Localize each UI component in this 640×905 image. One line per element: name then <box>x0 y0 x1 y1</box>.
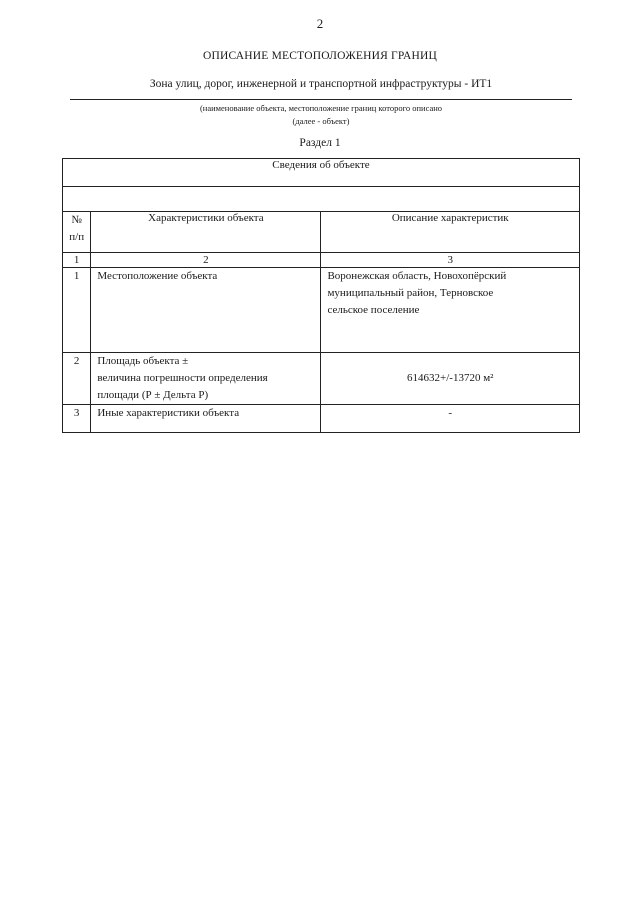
header-num-line-2: п/п <box>69 231 85 243</box>
table-index-row <box>63 253 580 268</box>
row-characteristic-line: площади (Р ± Дельта Р) <box>97 389 209 401</box>
table-row <box>63 353 580 405</box>
column-index: 1 <box>63 253 91 268</box>
header-characteristics: Характеристики объекта <box>91 212 321 253</box>
row-number: 2 <box>63 353 91 405</box>
row-characteristic: Иные характеристики объекта <box>91 405 321 433</box>
table-title: Сведения об объекте <box>63 159 580 187</box>
header-num <box>63 212 91 253</box>
row-characteristic-line: величина погрешности определения <box>97 372 268 384</box>
row-number: 3 <box>63 405 91 433</box>
document-title: ОПИСАНИЕ МЕСТОПОЛОЖЕНИЯ ГРАНИЦ <box>202 50 438 62</box>
column-index: 3 <box>321 253 580 268</box>
table-empty-cell <box>63 187 580 212</box>
table-title-row <box>63 159 580 187</box>
section-label: Раздел 1 <box>299 137 341 149</box>
row-value-line: муниципальный район, Терновское <box>327 287 494 299</box>
object-name: Зона улиц, дорог, инженерной и транспортной инфраструктуры - ИТ1 <box>149 78 493 90</box>
caption-line-1: (наименование объекта, местоположение границ которого описано <box>199 103 443 113</box>
header-num-line-1: № <box>71 214 82 226</box>
object-name-caption <box>70 102 572 128</box>
column-index: 2 <box>91 253 321 268</box>
table-empty-row <box>63 187 580 212</box>
row-value: 614632+/-13720 м² <box>321 353 580 405</box>
row-value: - <box>321 405 580 433</box>
row-characteristic-line: Площадь объекта ± <box>97 355 189 367</box>
table-header-row <box>63 212 580 253</box>
row-characteristic: Местоположение объекта <box>91 268 321 353</box>
header-description: Описание характеристик <box>321 212 580 253</box>
caption-line-2: (далее - объект) <box>292 116 350 126</box>
row-value <box>321 268 580 353</box>
row-characteristic <box>91 353 321 405</box>
object-name-underline <box>70 99 572 100</box>
row-number: 1 <box>63 268 91 353</box>
page-number: 2 <box>316 16 324 31</box>
object-info-table <box>62 158 580 433</box>
table-row <box>63 405 580 433</box>
row-value-line: Воронежская область, Новохопёрский <box>327 270 507 282</box>
row-value-line: сельское поселение <box>327 304 420 316</box>
table-row <box>63 268 580 353</box>
